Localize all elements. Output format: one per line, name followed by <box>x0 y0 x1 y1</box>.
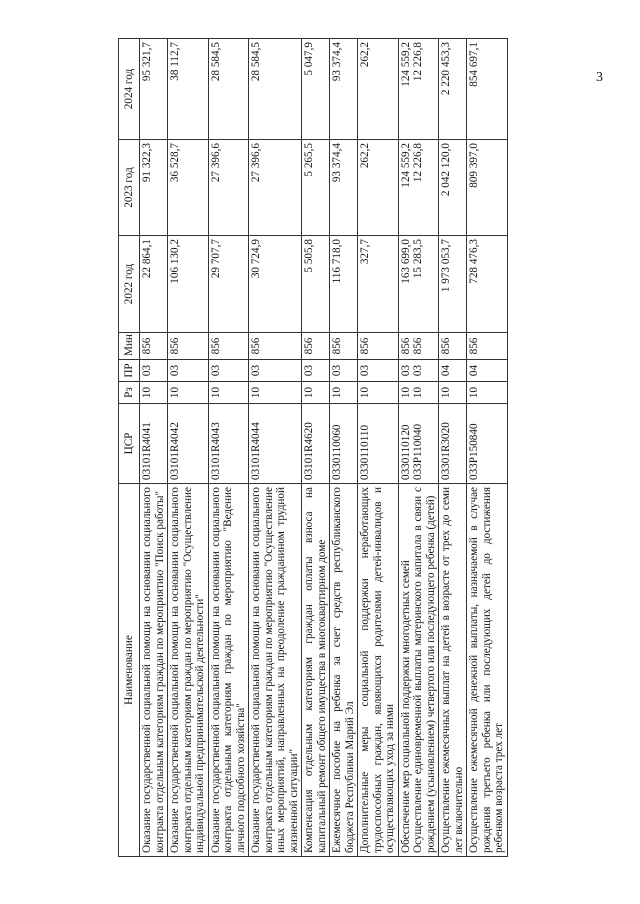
header-2023: 2023 год <box>119 140 140 236</box>
table-row <box>168 39 209 857</box>
row-2023-line: 12 226,8 <box>412 143 424 183</box>
row-2024: 28 584,5 <box>249 39 302 140</box>
row-rz: 10 <box>439 382 467 404</box>
row-2023-line: 124 559,2 <box>399 143 412 188</box>
row-2022: 327,7 <box>358 236 399 333</box>
row-rz: 10 <box>330 382 358 404</box>
row-csr: 03101R4044 <box>249 404 302 484</box>
row-min: 856 <box>467 333 508 360</box>
row-pr: 03 <box>140 360 168 382</box>
row-2022-line: 15 283,5 <box>412 239 424 279</box>
row-pr: 03 <box>208 360 249 382</box>
row-rz: 10 <box>208 382 249 404</box>
row-2024 <box>398 39 439 140</box>
row-min: 856 <box>168 333 209 360</box>
row-min-line: 856 <box>412 337 424 355</box>
row-min: 856 <box>330 333 358 360</box>
row-2022-line: 163 699,0 <box>399 239 412 284</box>
row-2022 <box>398 236 439 333</box>
row-csr: 03101R4043 <box>208 404 249 484</box>
row-csr: 03101R4620 <box>302 404 330 484</box>
row-rz: 10 <box>168 382 209 404</box>
row-name-line: Обеспечение мер социальной поддержки многодетных семей <box>399 560 412 853</box>
row-2024-line: 12 226,8 <box>412 42 424 82</box>
row-csr-line: 033P110040 <box>412 423 424 480</box>
header-rz: Рз <box>119 382 140 404</box>
row-rz-line: 10 <box>412 386 424 399</box>
table-row <box>439 39 467 857</box>
row-name: Ежемесячное пособие на ребенка за счет средств республиканского бюджета Республики Марий Эл <box>330 484 358 857</box>
row-pr: 03 <box>330 360 358 382</box>
row-2024: 28 584,5 <box>208 39 249 140</box>
rotated-table-container <box>118 39 636 857</box>
row-name: Оказание государственной социальной помощи на основании социального контракта отдельным категориям граждан по мероприятию "Поиск работы" <box>140 484 168 857</box>
row-name-line: Осуществление единовременной выплаты материнского капитала в связи с рождением (усыновлением) четвертого или последующего ребенка (детей) <box>412 487 437 853</box>
row-name <box>398 484 439 857</box>
row-2023: 27 396,6 <box>208 140 249 236</box>
row-csr: 0330110060 <box>330 404 358 484</box>
row-min: 856 <box>302 333 330 360</box>
table-row <box>330 39 358 857</box>
row-2024: 2 220 453,3 <box>439 39 467 140</box>
row-rz: 10 <box>249 382 302 404</box>
row-2023: 2 042 120,0 <box>439 140 467 236</box>
header-2024: 2024 год <box>119 39 140 140</box>
row-2024: 262,2 <box>358 39 399 140</box>
row-pr: 03 <box>249 360 302 382</box>
row-pr: 03 <box>168 360 209 382</box>
row-2024: 95 321,7 <box>140 39 168 140</box>
row-min: 856 <box>358 333 399 360</box>
row-2022: 30 724,9 <box>249 236 302 333</box>
header-name: Наименование <box>119 484 140 857</box>
row-2023: 93 374,4 <box>330 140 358 236</box>
row-2022: 5 505,8 <box>302 236 330 333</box>
row-rz: 10 <box>467 382 508 404</box>
row-rz <box>398 382 439 404</box>
row-min: 856 <box>140 333 168 360</box>
row-csr: 03101R4042 <box>168 404 209 484</box>
row-rz-line: 10 <box>399 386 412 399</box>
row-2024-line: 124 559,2 <box>399 42 412 87</box>
row-2023: 5 265,5 <box>302 140 330 236</box>
row-name: Дополнительные меры социальной поддержки неработающих трудоспособных граждан, являющихся родителями детей-инвалидов и осуществляющих уход за ними <box>358 484 399 857</box>
row-csr: 033P150840 <box>467 404 508 484</box>
table-header-row <box>119 39 140 857</box>
table-row <box>467 39 508 857</box>
row-name: Оказание государственной социальной помощи на основании социального контракта отдельным категориям граждан по мероприятию "Осуществление индивидуальной предпринимательской деятельности" <box>168 484 209 857</box>
header-min: Мин <box>119 333 140 360</box>
table-row <box>302 39 330 857</box>
row-rz: 10 <box>140 382 168 404</box>
header-pr: ПР <box>119 360 140 382</box>
row-csr: 03301R3020 <box>439 404 467 484</box>
row-name: Оказание государственной социальной помощи на основании социального контракта отдельным категориям граждан по мероприятию "Ведение личного подсобного хозяйства" <box>208 484 249 857</box>
row-2022: 1 973 053,7 <box>439 236 467 333</box>
header-2022: 2022 год <box>119 236 140 333</box>
row-min: 856 <box>249 333 302 360</box>
row-name: Осуществление ежемесячных выплат на детей в возрасте от трех до семи лет включительно <box>439 484 467 857</box>
row-2023: 91 322,3 <box>140 140 168 236</box>
row-pr <box>398 360 439 382</box>
row-name: Оказание государственной социальной помощи на основании социального контракта отдельным категориям граждан по мероприятию "Осуществление иных мероприятий, направленных на преодоление гражданином трудной жизненной ситуации" <box>249 484 302 857</box>
row-2024: 854 697,1 <box>467 39 508 140</box>
row-2022: 29 707,7 <box>208 236 249 333</box>
row-2022: 728 476,3 <box>467 236 508 333</box>
row-pr: 04 <box>439 360 467 382</box>
row-2022: 106 130,2 <box>168 236 209 333</box>
row-name: Осуществление ежемесячной денежной выплаты, назначаемой в случае рождения третьего ребенка или последующих детей до достижения ребенком возраста трех лет <box>467 484 508 857</box>
table-row <box>249 39 302 857</box>
row-min: 856 <box>208 333 249 360</box>
row-2022: 116 718,0 <box>330 236 358 333</box>
row-min-line: 856 <box>399 337 412 355</box>
table-row <box>140 39 168 857</box>
page-number: 3 <box>596 70 603 85</box>
row-pr: 03 <box>302 360 330 382</box>
row-2023: 36 528,7 <box>168 140 209 236</box>
row-pr-line: 03 <box>412 364 424 377</box>
row-2023: 27 396,6 <box>249 140 302 236</box>
table-row <box>398 39 439 857</box>
row-rz: 10 <box>302 382 330 404</box>
row-min <box>398 333 439 360</box>
row-2023: 262,2 <box>358 140 399 236</box>
row-name: Компенсация отдельным категориям граждан оплаты взноса на капитальный ремонт общего имущества в многоквартирном доме <box>302 484 330 857</box>
row-csr: 03101R4041 <box>140 404 168 484</box>
row-pr-line: 03 <box>399 364 412 377</box>
row-2023 <box>398 140 439 236</box>
row-2024: 38 112,7 <box>168 39 209 140</box>
row-csr <box>398 404 439 484</box>
budget-table <box>118 38 508 857</box>
row-2023: 809 397,0 <box>467 140 508 236</box>
table-row <box>208 39 249 857</box>
table-row <box>358 39 399 857</box>
row-pr: 03 <box>358 360 399 382</box>
row-csr-line: 0330110120 <box>399 424 412 480</box>
row-2024: 93 374,4 <box>330 39 358 140</box>
row-rz: 10 <box>358 382 399 404</box>
row-min: 856 <box>439 333 467 360</box>
row-2024: 5 047,9 <box>302 39 330 140</box>
row-pr: 04 <box>467 360 508 382</box>
header-csr: ЦСР <box>119 404 140 484</box>
row-2022: 22 864,1 <box>140 236 168 333</box>
row-csr: 0330110110 <box>358 404 399 484</box>
